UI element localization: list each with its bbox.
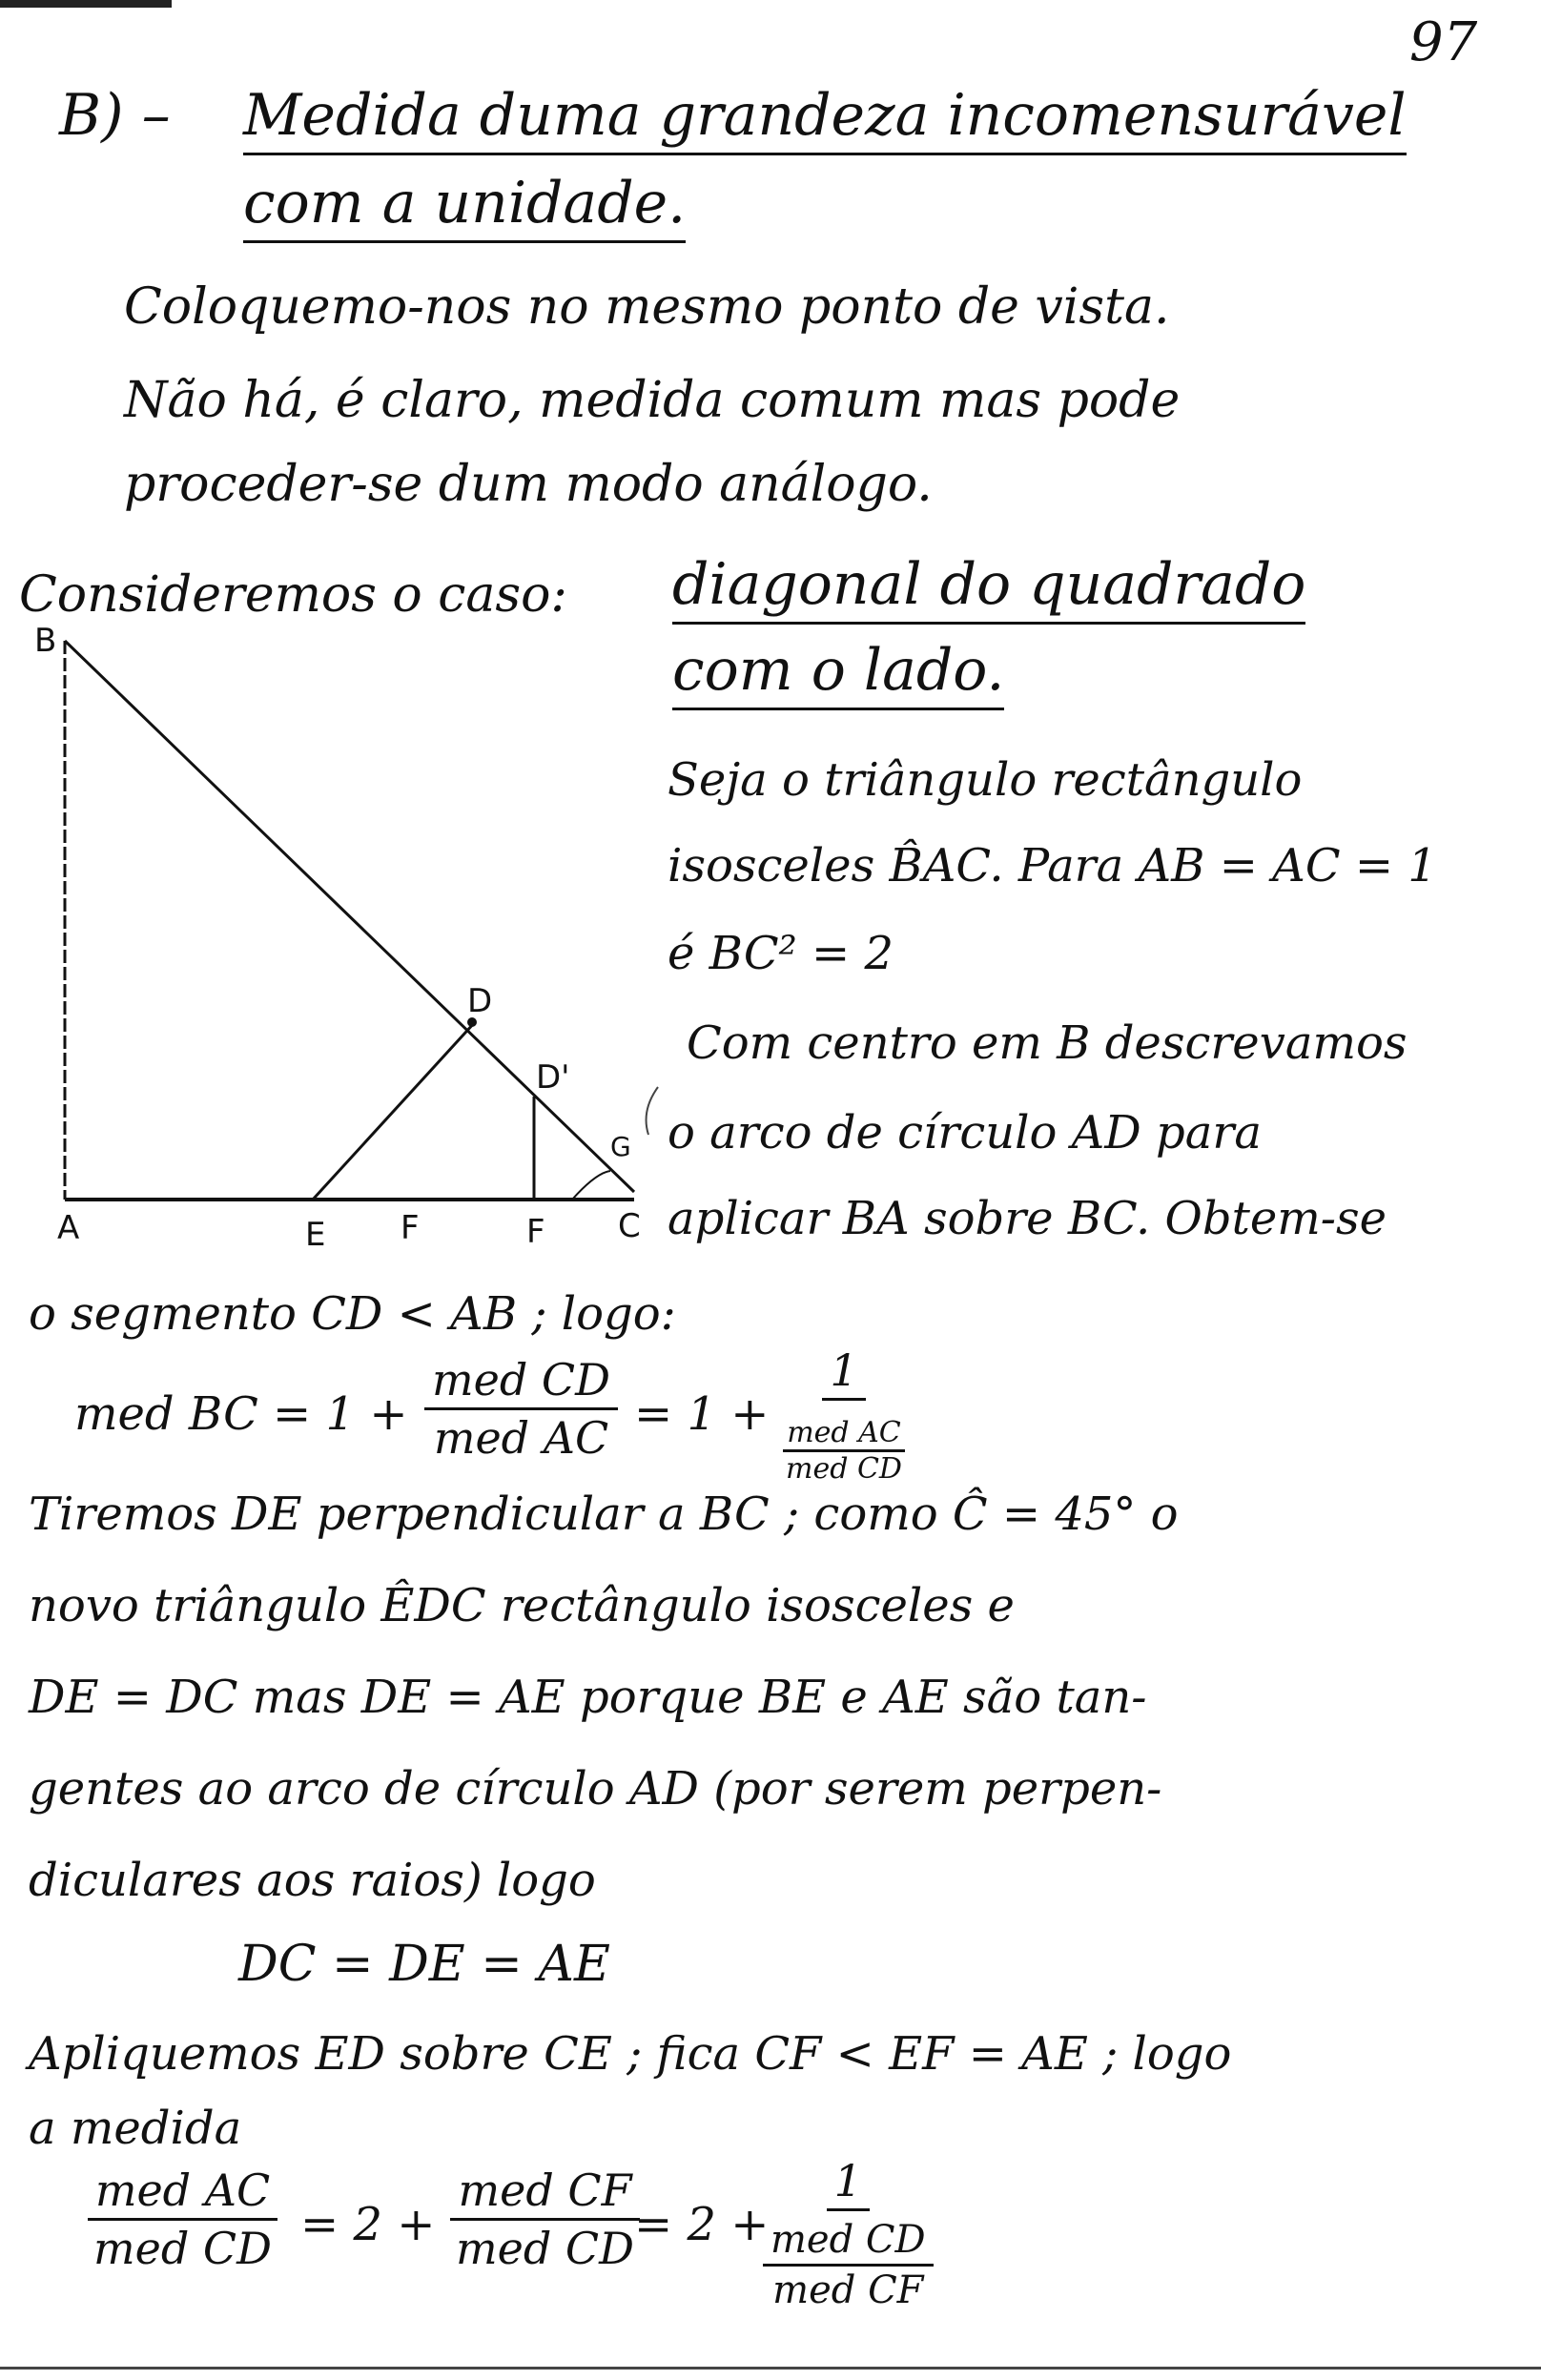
eq3-frac3-den [763, 2211, 934, 2312]
eq3-mid2: = 2 + [634, 2198, 770, 2251]
label-a: A [57, 1209, 80, 1247]
eq3-fraction1 [86, 2165, 279, 2274]
eq3-frac3-den-num: med CD [763, 2218, 934, 2267]
hypotenuse-bc [65, 641, 634, 1192]
label-c: C [618, 1207, 641, 1245]
intro-line-1: Coloquemo-nos no mesmo ponto de vista. [124, 278, 1170, 336]
eq1-frac-den: med AC [433, 1412, 609, 1464]
eq3-frac3-den-den: med CF [772, 2268, 924, 2312]
case-title-line2: com o lado. [672, 637, 1004, 710]
intro-line-3: proceder-se dum modo análogo. [124, 456, 933, 513]
heading-title-line1: Medida duma grandeza incomensurável [243, 82, 1407, 155]
eq1-fraction2 [782, 1344, 906, 1486]
eq1-frac2-den-fraction [782, 1416, 906, 1486]
angle-arc-c [572, 1171, 610, 1200]
heading-title-line2: com a unidade. [243, 170, 686, 243]
label-e: E [305, 1216, 326, 1254]
eq3-fraction3 [763, 2155, 934, 2312]
de-line-5: diculares aos raios) logo [29, 1854, 596, 1907]
side-text-3: é BC² = 2 [668, 927, 894, 980]
label-g: G [610, 1131, 631, 1162]
side-text-2: isosceles B̂AC. Para AB = AC = 1 [668, 839, 1437, 892]
eq1-frac2-den-den: med CD [786, 1452, 902, 1486]
case-intro: Consideremos o caso: [19, 566, 567, 624]
eq3-frac-den: med CD [93, 2223, 272, 2274]
eq1-mid: = 1 + [634, 1387, 770, 1441]
scan-edge-bottom [0, 2367, 1541, 2370]
de-line-2: novo triângulo ÊDC rectângulo isosceles e [29, 1579, 1015, 1632]
side-text-5: o arco de círculo AD para [668, 1106, 1262, 1159]
eq3-mid1: = 2 + [300, 2198, 436, 2251]
label-d-prime: D' [536, 1058, 570, 1097]
eq1-frac2-num: 1 [822, 1344, 865, 1401]
eq1-frac2-den [782, 1401, 906, 1486]
eq1-frac2-den-num: med AC [783, 1416, 905, 1452]
de-line-3: DE = DC mas DE = AE porque BE e AE são tan- [29, 1671, 1147, 1724]
eq1-frac-num: med CD [424, 1354, 618, 1410]
eq3-fraction2 [448, 2165, 642, 2274]
side-text-1: Seja o triângulo rectângulo [668, 753, 1303, 807]
apply-line-1: Apliquemos ED sobre CE ; fica CF < EF = AE ; logo [29, 2027, 1232, 2081]
eq3-frac-num: med AC [88, 2165, 277, 2221]
intro-line-2: Não há, é claro, medida comum mas pode [124, 372, 1181, 429]
page-number: 97 [1409, 11, 1478, 73]
eq1-fraction [424, 1354, 618, 1464]
label-b: B [34, 622, 57, 660]
arc-fragment [647, 1087, 658, 1135]
eq3-frac3-num: 1 [827, 2155, 870, 2211]
segment-de [313, 1022, 475, 1200]
side-text-4: Com centro em B descrevamos [687, 1016, 1407, 1070]
heading-label: B) – [59, 82, 171, 149]
de-line-4: gentes ao arco de círculo AD (por serem perpen- [29, 1762, 1162, 1816]
label-d: D [467, 982, 493, 1020]
label-f-faint: F [401, 1209, 420, 1247]
side-text-6: aplicar BA sobre BC. Obtem-se [668, 1192, 1387, 1245]
eq1-left: med BC = 1 + [74, 1387, 408, 1441]
de-line-1: Tiremos DE perpendicular a BC ; como Ĉ = 45° o [29, 1488, 1179, 1541]
eq3-frac3-den-fraction [763, 2218, 934, 2312]
label-f: F [526, 1213, 545, 1251]
segment-line: o segmento CD < AB ; logo: [29, 1287, 676, 1341]
eq2: DC = DE = AE [238, 1936, 610, 1993]
eq3-frac2-den: med CD [456, 2223, 634, 2274]
case-title-line1: diagonal do quadrado [672, 551, 1305, 625]
apply-line-2: a medida [29, 2102, 242, 2155]
eq3-frac2-num: med CF [450, 2165, 639, 2221]
